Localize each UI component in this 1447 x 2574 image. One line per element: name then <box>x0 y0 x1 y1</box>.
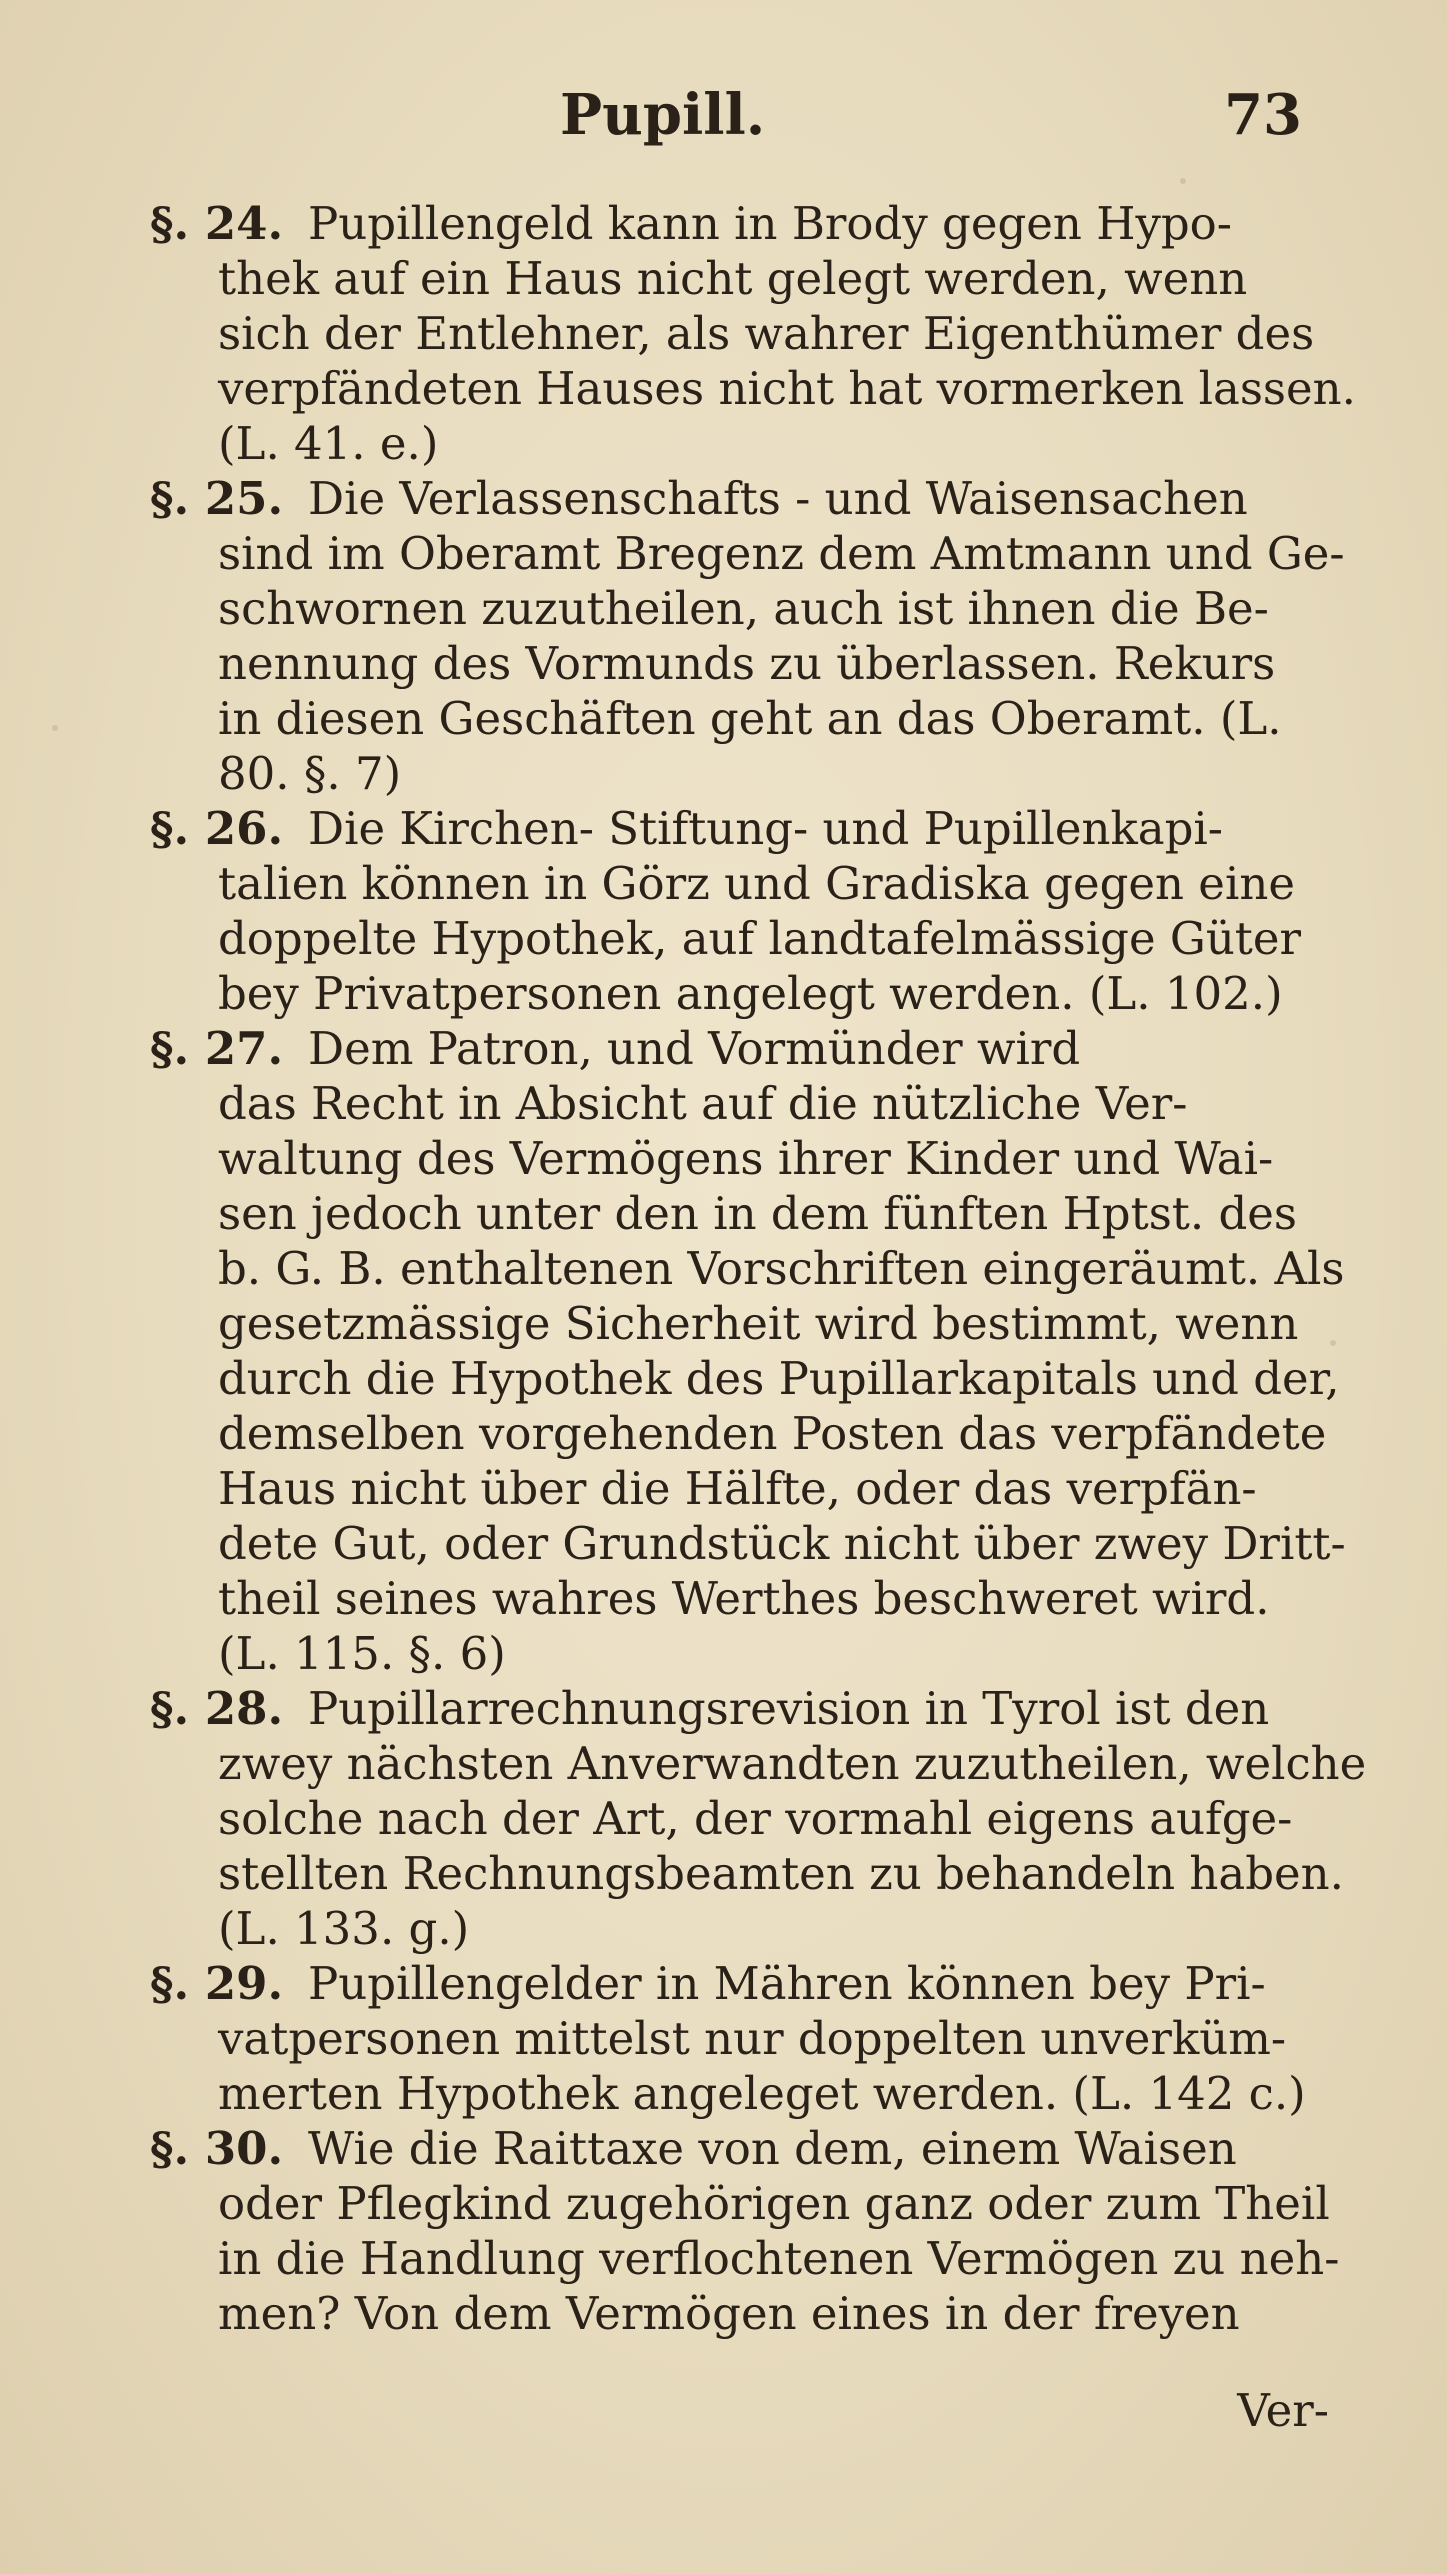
text-line: in diesen Geschäften geht an das Oberamt. (L. <box>218 692 1282 745</box>
text-line: theil seines wahres Werthes beschweret wird. <box>218 1572 1270 1625</box>
text-line: (L. 133. g.) <box>218 1902 470 1955</box>
text-line: (L. 115. §. 6) <box>218 1627 506 1680</box>
paragraph-26 <box>150 801 1313 1021</box>
running-head: Pupill. <box>560 82 766 148</box>
text-line: sen jedoch unter den in dem fünften Hptst. des <box>218 1187 1298 1240</box>
paragraph-number: §. 27. <box>150 1022 284 1075</box>
text-line: b. G. B. enthaltenen Vorschriften eingeräumt. Als <box>218 1242 1345 1295</box>
paragraph-number: §. 24. <box>150 197 284 250</box>
paper-speck <box>52 725 58 731</box>
text-line: (L. 41. e.) <box>218 417 439 470</box>
body-text <box>150 196 1367 2341</box>
paragraph-27 <box>150 1021 1346 1681</box>
text-line: men? Von dem Vermögen eines in der freyen <box>218 2287 1240 2340</box>
paper-speck <box>1180 178 1186 184</box>
paragraph-30 <box>150 2121 1340 2341</box>
text-line: doppelte Hypothek, auf landtafelmässige Güter <box>218 912 1302 965</box>
text-line: demselben vorgehenden Posten das verpfändete <box>218 1407 1327 1460</box>
text-line: zwey nächsten Anverwandten zuzutheilen, welche <box>218 1737 1367 1790</box>
page-header <box>0 82 1447 172</box>
text-line: das Recht in Absicht auf die nützliche Ver- <box>218 1077 1188 1130</box>
paragraph-number: §. 30. <box>150 2122 284 2175</box>
text-line: talien können in Görz und Gradiska gegen eine <box>218 857 1295 910</box>
paragraph-28 <box>150 1681 1367 1956</box>
text-line: waltung des Vermögens ihrer Kinder und Wai- <box>218 1132 1274 1185</box>
text-line: durch die Hypothek des Pupillarkapitals und der, <box>218 1352 1340 1405</box>
paragraph-number: §. 25. <box>150 472 284 525</box>
paragraph-number: §. 28. <box>150 1682 284 1735</box>
text-line: Die Kirchen- Stiftung- und Pupillenkapi- <box>308 802 1223 855</box>
text-line: Dem Patron, und Vormünder wird <box>308 1022 1081 1075</box>
text-line: nennung des Vormunds zu überlassen. Rekurs <box>218 637 1276 690</box>
text-line: 80. §. 7) <box>218 747 402 800</box>
text-line: solche nach der Art, der vormahl eigens aufge- <box>218 1792 1293 1845</box>
catchword: Ver- <box>1237 2384 1329 2437</box>
text-line: verpfändeten Hauses nicht hat vormerken lassen. <box>218 362 1356 415</box>
paragraph-number: §. 29. <box>150 1957 284 2010</box>
text-line: thek auf ein Haus nicht gelegt werden, wenn <box>218 252 1248 305</box>
text-line: gesetzmässige Sicherheit wird bestimmt, wenn <box>218 1297 1299 1350</box>
text-line: merten Hypothek angeleget werden. (L. 142 c.) <box>218 2067 1306 2120</box>
paper-speck <box>1330 1340 1336 1346</box>
text-line: stellten Rechnungsbeamten zu behandeln haben. <box>218 1847 1344 1900</box>
text-line: bey Privatpersonen angelegt werden. (L. 102.) <box>218 967 1283 1020</box>
paragraph-24 <box>150 196 1356 471</box>
paragraph-number: §. 26. <box>150 802 284 855</box>
paragraph-25 <box>150 471 1345 801</box>
text-line: Wie die Raittaxe von dem, einem Waisen <box>308 2122 1237 2175</box>
text-line: sich der Entlehner, als wahrer Eigenthümer des <box>218 307 1315 360</box>
paragraph-29 <box>150 1956 1313 2121</box>
text-line: Die Verlassenschafts - und Waisensachen <box>308 472 1248 525</box>
text-line: schwornen zuzutheilen, auch ist ihnen die Be- <box>218 582 1269 635</box>
page-number: 73 <box>1224 82 1302 148</box>
text-line: in die Handlung verflochtenen Vermögen zu neh- <box>218 2232 1340 2285</box>
text-line: dete Gut, oder Grundstück nicht über zwey Dritt- <box>218 1517 1346 1570</box>
text-line: Haus nicht über die Hälfte, oder das verpfän- <box>218 1462 1257 1515</box>
text-line: sind im Oberamt Bregenz dem Amtmann und Ge- <box>218 527 1345 580</box>
text-line: oder Pflegkind zugehörigen ganz oder zum Theil <box>218 2177 1330 2230</box>
text-line: Pupillarrechnungsrevision in Tyrol ist den <box>308 1682 1270 1735</box>
text-line: Pupillengelder in Mähren können bey Pri- <box>308 1957 1266 2010</box>
text-line: vatpersonen mittelst nur doppelten unverküm- <box>218 2012 1287 2065</box>
text-line: Pupillengeld kann in Brody gegen Hypo- <box>308 197 1232 250</box>
